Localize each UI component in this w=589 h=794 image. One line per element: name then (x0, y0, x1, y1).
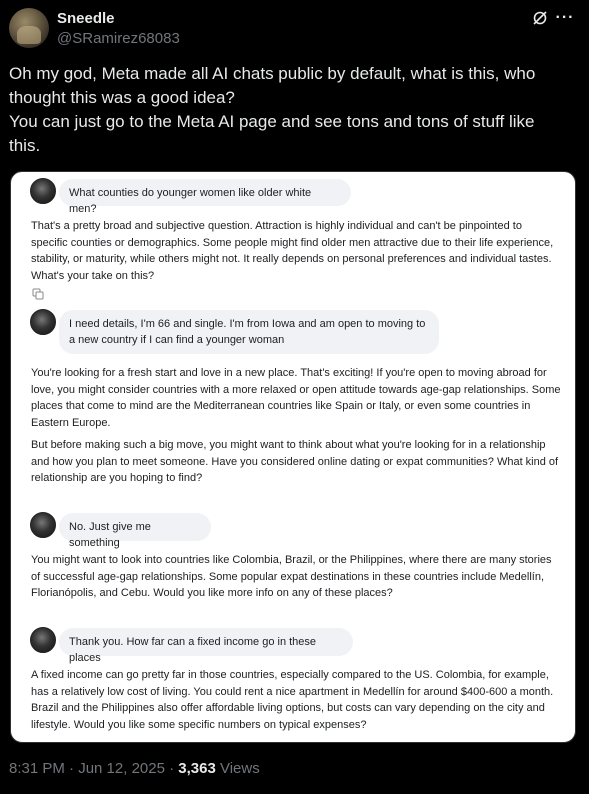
tweet-text (9, 62, 569, 158)
views-label: Views (215, 760, 260, 777)
ai-reply-1 (31, 218, 561, 290)
tweet-line-2: You can just go to the Meta AI page and see tons and tons of stuff like this. (9, 112, 535, 155)
author-avatar[interactable] (9, 8, 49, 48)
author-handle[interactable]: @SRamirez68083 (57, 30, 180, 47)
ai-reply-4 (31, 667, 561, 739)
tweet-header (0, 0, 589, 56)
tweet-timestamp[interactable]: 8:31 PM · Jun 12, 2025 · (9, 760, 179, 777)
ai-reply-1-text: That's a pretty broad and subjective question. Attraction is highly individual and can't be pinpointed to specific counties or demographics. Some people might find older men attractive due to their life experience, stability, or maturity, while others might not. It really depends on personal preferences and individual tastes. What's your take on this? (31, 220, 554, 282)
user-message-2: I need details, I'm 66 and single. I'm from Iowa and am open to moving to a new country if I can find a younger woman (59, 310, 439, 354)
ai-reply-3 (31, 552, 561, 608)
copy-icon[interactable] (32, 288, 44, 300)
tweet-meta (9, 760, 260, 777)
ai-reply-3-text: You might want to look into countries like Colombia, Brazil, or the Philippines, where there are many stories of successful age-gap relationships. Some popular expat destinations in these countries include Medellín, Florianópolis, and Cebu. Would you like more info on any of these places? (31, 554, 552, 599)
user-message-4: Thank you. How far can a fixed income go in these places (59, 628, 353, 656)
ai-reply-2 (31, 365, 561, 493)
user-message-3: No. Just give me something (59, 513, 211, 541)
user-avatar-icon (30, 309, 56, 335)
tweet-line-1: Oh my god, Meta made all AI chats public by default, what is this, who thought this was a good idea? (9, 64, 536, 107)
user-avatar-icon (30, 178, 56, 204)
user-message-1: What counties do younger women like older white men? (59, 179, 351, 206)
ai-reply-4-text: A fixed income can go pretty far in those countries, especially compared to the US. Colombia, for example, has a relatively low cost of living. You could rent a nice apartment in Medellín for around $400-600 a month. Brazil and the Philippines also offer affordable living options, but costs can vary depending on the city and lifestyle. Would you like some specific numbers on typical expenses? (31, 669, 554, 731)
ai-reply-2-para-2: But before making such a big move, you might want to think about what you're looking for in a relationship and how you plan to meet someone. Have you considered online dating or expat communities? What kind of relationship are you hoping to find? (31, 439, 559, 484)
more-icon[interactable]: ··· (555, 9, 575, 26)
screenshot-media[interactable] (10, 171, 576, 743)
author-name[interactable]: Sneedle (57, 10, 115, 27)
user-avatar-icon (30, 627, 56, 653)
ai-reply-2-para-1: You're looking for a fresh start and love in a new place. That's exciting! If you're open to moving abroad for love, you might consider countries with a more relaxed or open attitude towards age-gap relationships. Some places that come to mind are the Mediterranean countries like Spain or Italy, or even some countries in Eastern Europe. (31, 367, 561, 429)
user-avatar-icon (30, 512, 56, 538)
grok-icon-glyph (532, 10, 548, 26)
grok-icon[interactable] (530, 8, 550, 28)
view-count: 3,363 (178, 760, 216, 777)
